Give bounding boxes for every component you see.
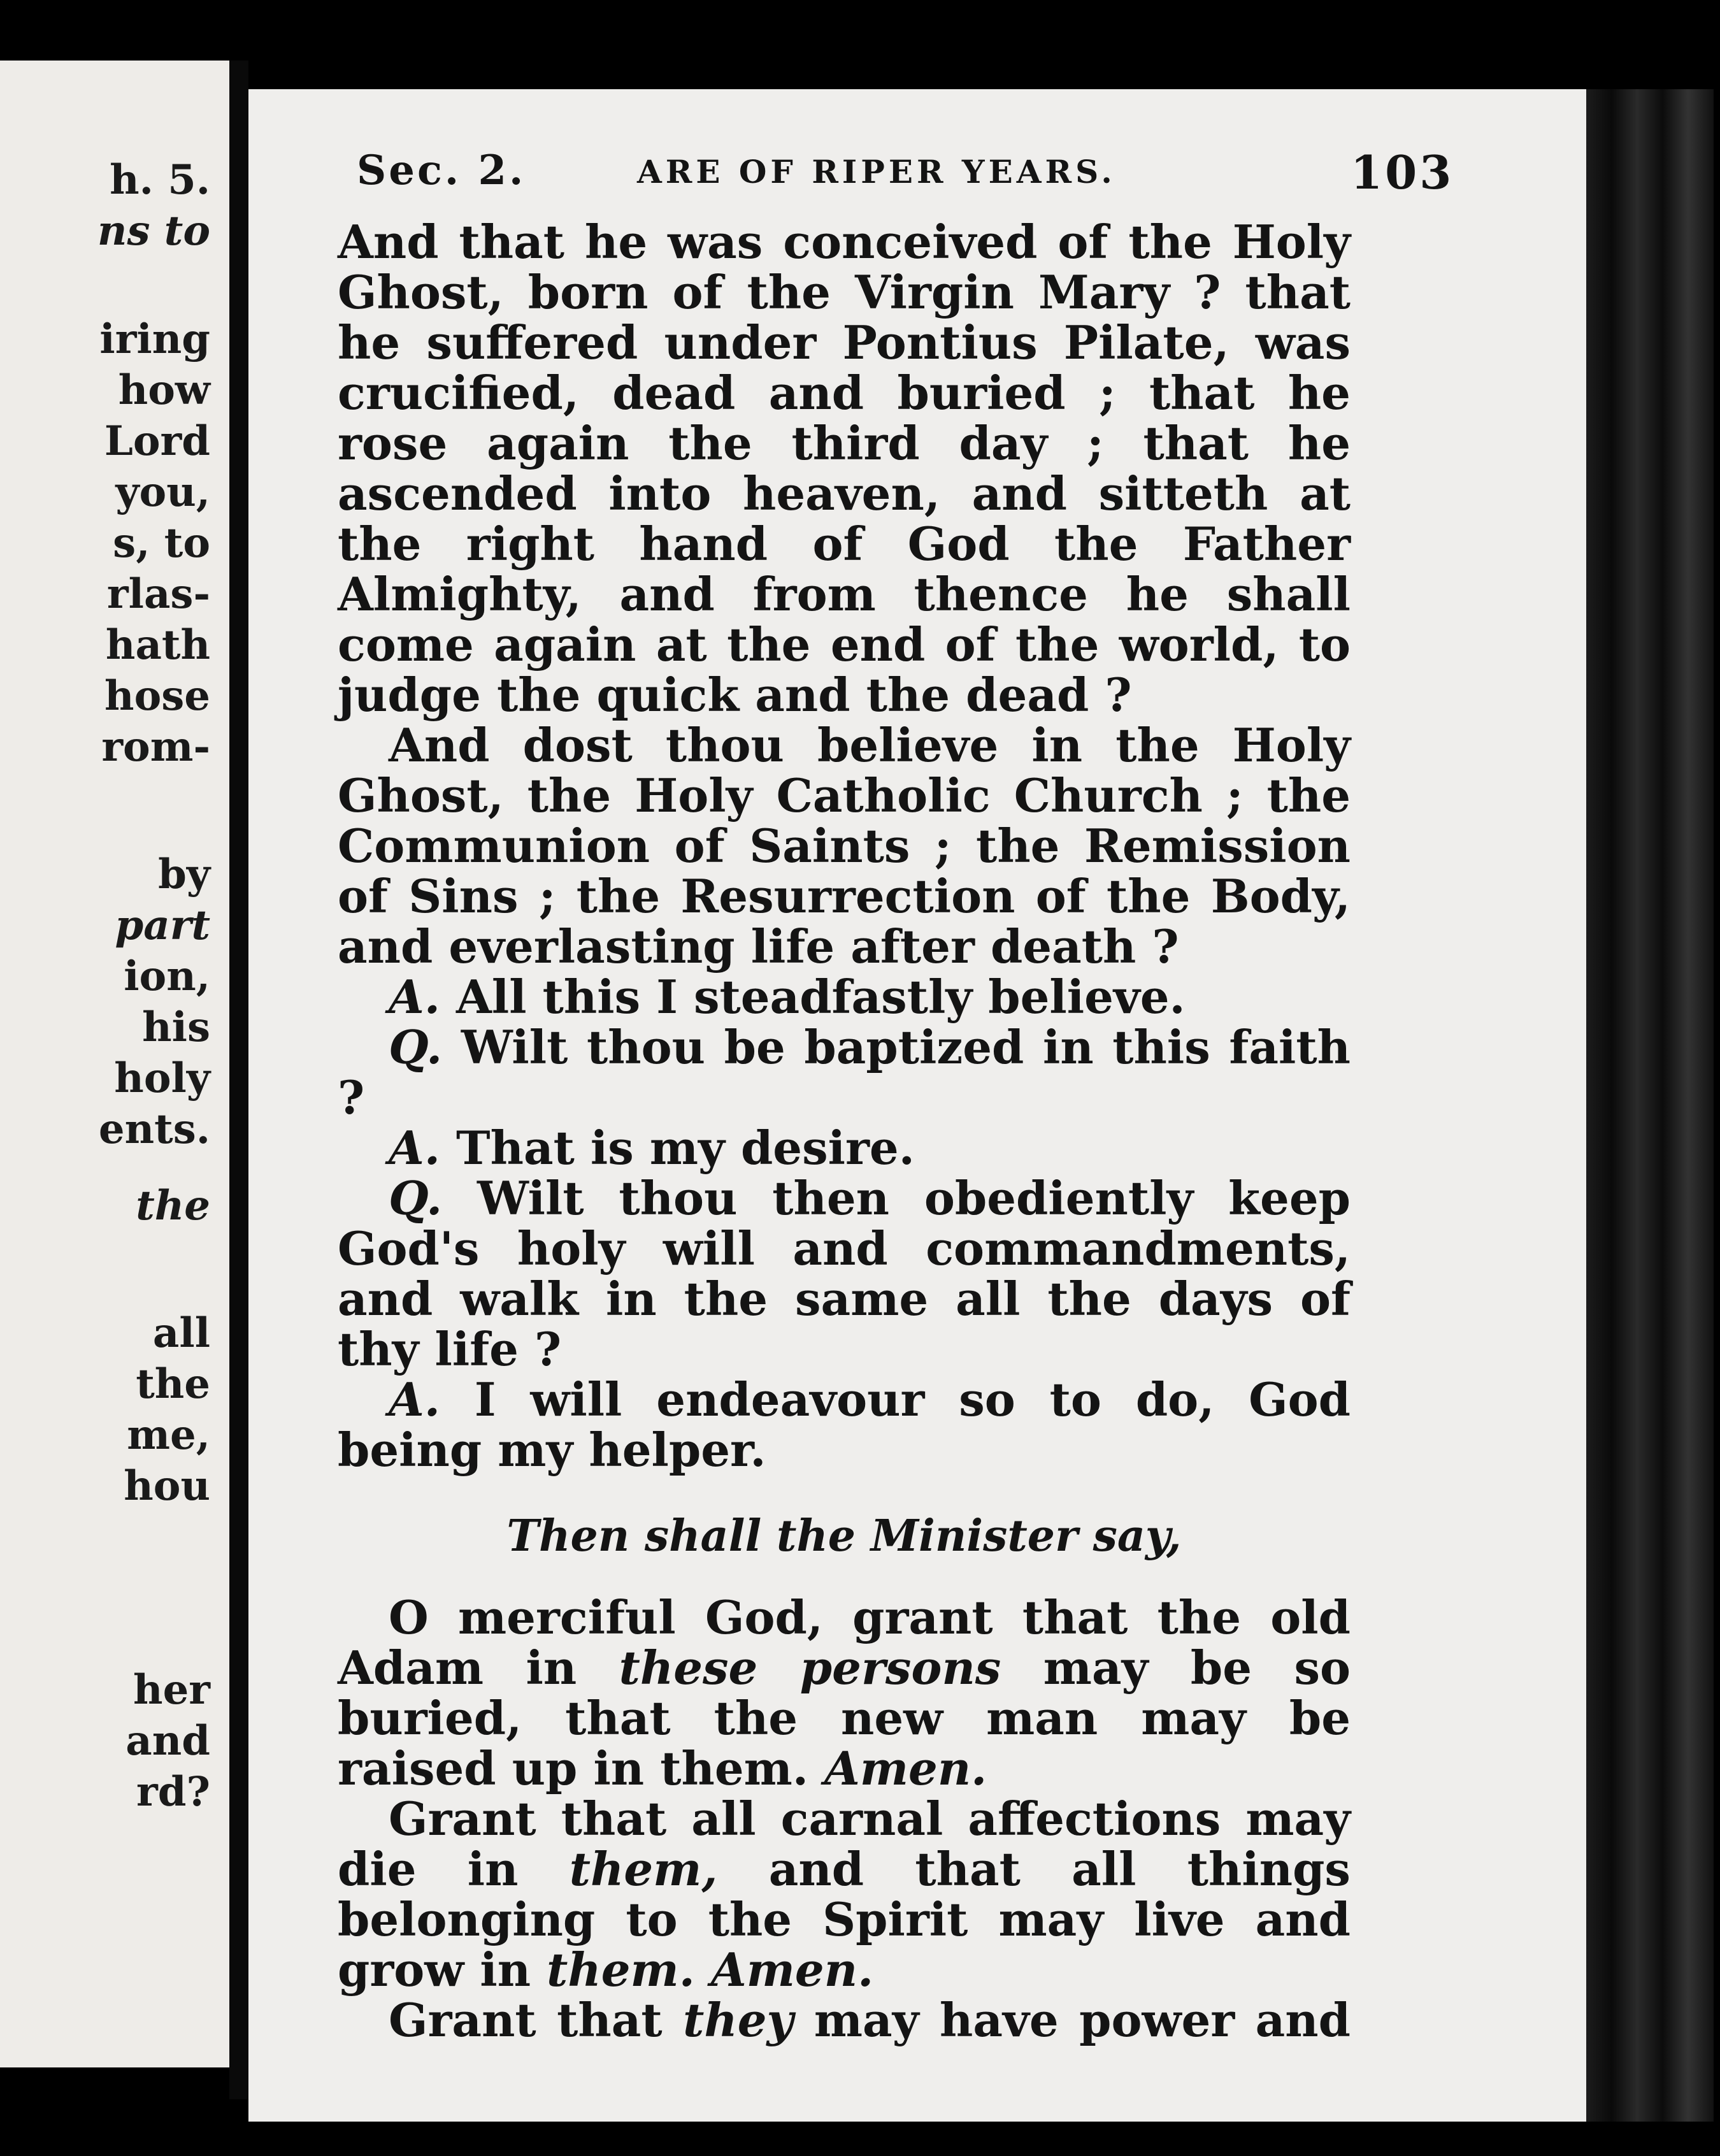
paragraph-creed-ghost: And dost thou believe in the Holy Ghost, the Holy Catholic Church ; the Communion of Saints ; the Remission of Sins ; the Resurrection of the Body, and everlasting life after death ? xyxy=(338,718,1351,974)
page-edges xyxy=(1586,89,1714,2122)
previous-page-fragment xyxy=(0,61,230,2067)
amen: Amen. xyxy=(710,1943,874,1997)
previous-page-line: the xyxy=(136,1360,210,1408)
page-text xyxy=(338,134,1586,2045)
previous-page-line: rom- xyxy=(101,723,210,771)
previous-page-line: her xyxy=(133,1666,210,1714)
previous-page-line: ion, xyxy=(124,952,210,1000)
prayer-text: Grant that xyxy=(389,1993,663,2047)
qa-label: A. xyxy=(389,1121,440,1175)
prayer-italic: they xyxy=(683,1993,794,2047)
prayer-text: O merciful God, grant that the old Adam in xyxy=(338,1590,1351,1695)
previous-page-line: rlas- xyxy=(106,570,210,618)
paragraph-creed-son: And that he was conceived of the Holy Ghost, born of the Virgin Mary ? that he suffered under Pontius Pilate, was crucified, dead and buried ; that he rose again the third day ; that he ascended into heaven, and sitteth at the right hand of God the Father Almighty, and from thence he shall come again at the end of the world, to judge the quick and the dead ? xyxy=(338,215,1351,722)
previous-page-line: hou xyxy=(124,1462,210,1510)
prayer-italic: these persons xyxy=(619,1641,1001,1695)
previous-page-line: part xyxy=(115,902,210,949)
previous-page-line: you, xyxy=(115,468,210,516)
book-page xyxy=(248,89,1586,2122)
previous-page-line: Lord xyxy=(104,417,210,465)
running-title: ARE OF RIPER YEARS. xyxy=(637,153,1116,190)
section-label: Sec. 2. xyxy=(357,147,526,194)
previous-page-line: hath xyxy=(105,621,210,669)
previous-page-line: how xyxy=(118,366,210,414)
previous-page-line: his xyxy=(142,1003,210,1051)
qa-item xyxy=(338,1123,1351,1173)
qa-text: I will endeavour so to do, God being my helper. xyxy=(338,1372,1351,1477)
qa-item xyxy=(338,972,1351,1022)
question-answer-list xyxy=(338,972,1586,1475)
qa-item xyxy=(338,1173,1351,1374)
previous-page-line: iring xyxy=(99,315,210,363)
previous-page-line: ns to xyxy=(97,207,210,255)
previous-page-line: s, to xyxy=(113,519,210,567)
prayer-old-adam xyxy=(338,1592,1351,1793)
prayer-text: may be so buried, that the new man may be raised up in them. xyxy=(338,1641,1351,1795)
page-header xyxy=(338,134,1586,210)
prayer-power xyxy=(338,1995,1351,2045)
prayer-text: Grant that all carnal affections may die in xyxy=(338,1792,1351,1896)
qa-item xyxy=(338,1374,1351,1475)
qa-label: Q. xyxy=(389,1171,443,1225)
previous-page-line: all xyxy=(152,1309,210,1357)
qa-text: All this I steadfastly believe. xyxy=(456,970,1186,1024)
prayer-carnal-affections xyxy=(338,1793,1351,1995)
qa-label: Q. xyxy=(389,1020,443,1074)
prayer-text: and that all things belonging to the Spirit may live and grow in xyxy=(338,1842,1351,1997)
previous-page-line: holy xyxy=(114,1054,210,1102)
prayer-italic: them, xyxy=(569,1842,718,1896)
previous-page-line: h. 5. xyxy=(110,156,210,204)
qa-text: Wilt thou then obediently keep God's holy will and commandments, and walk in the same all the days of thy life ? xyxy=(338,1171,1351,1376)
previous-page-line: the xyxy=(136,1182,210,1230)
prayer-italic: them. xyxy=(547,1943,695,1997)
rubric: Then shall the Minister say, xyxy=(506,1511,1182,1562)
qa-text: Wilt thou be baptized in this faith ? xyxy=(338,1020,1351,1125)
qa-item xyxy=(338,1022,1351,1123)
previous-page-line: hose xyxy=(104,672,210,720)
previous-page-line: rd? xyxy=(136,1768,210,1816)
previous-page-line: me, xyxy=(127,1411,210,1459)
amen: Amen. xyxy=(824,1741,987,1795)
previous-page-line: ents. xyxy=(98,1105,210,1153)
previous-page-line: and xyxy=(125,1717,210,1765)
prayer-text: may have power and xyxy=(813,1993,1351,2047)
qa-text: That is my desire. xyxy=(456,1121,915,1175)
qa-label: A. xyxy=(389,970,440,1024)
book-gutter xyxy=(229,61,248,2099)
qa-label: A. xyxy=(389,1372,440,1427)
previous-page-line: by xyxy=(158,851,210,898)
page-number: 103 xyxy=(1351,145,1454,199)
